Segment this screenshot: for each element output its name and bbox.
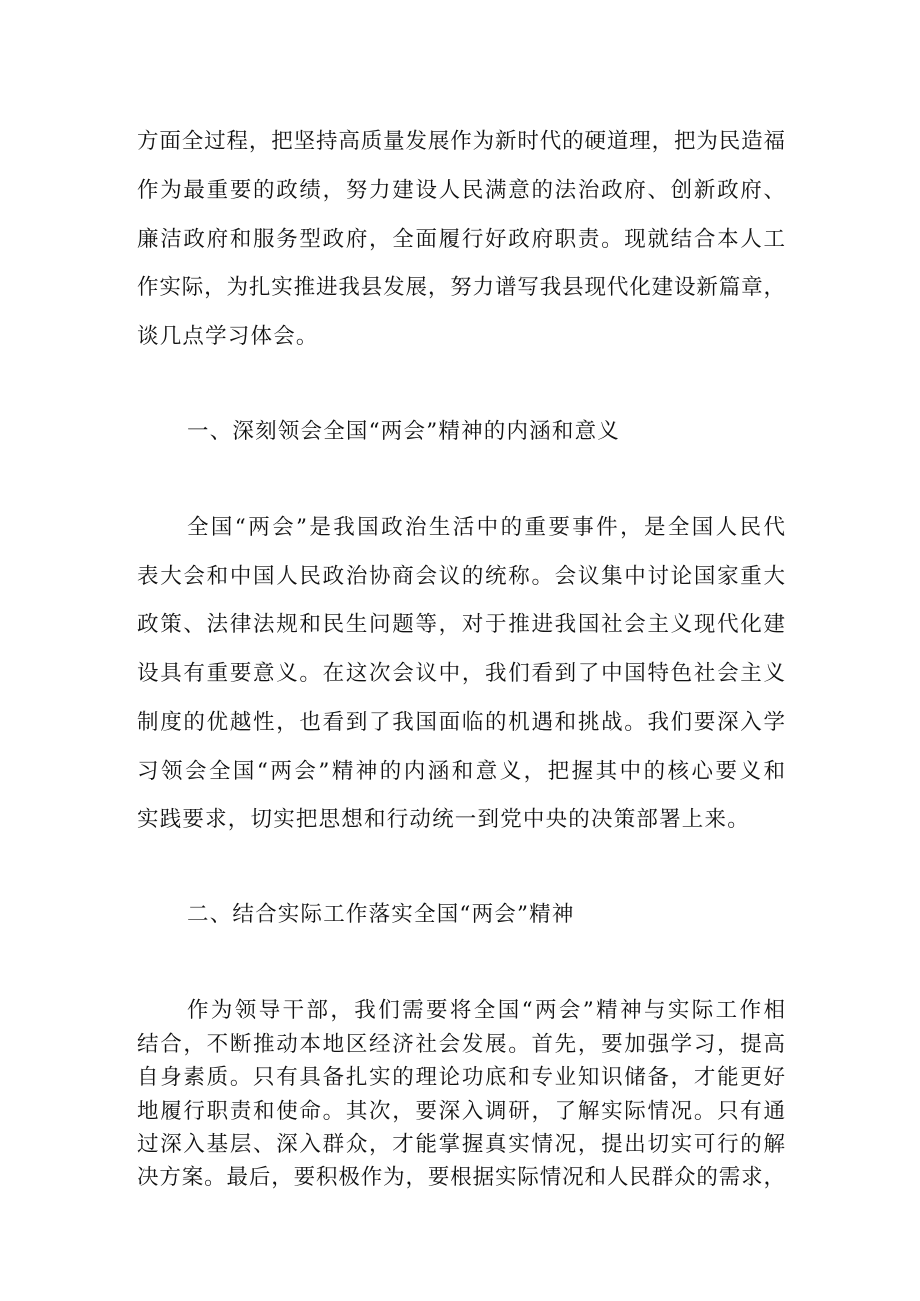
paragraph-line: 作为领导干部，我们需要将全国“两会”精神与实际工作相 <box>187 998 785 1023</box>
paragraph-line: 制度的优越性，也看到了我国面临的机遇和挑战。我们要深入学 <box>137 710 785 735</box>
section-heading: 一、深刻领会全国“两会”精神的内涵和意义 <box>187 419 620 444</box>
paragraph-line: 设具有重要意义。在这次会议中，我们看到了中国特色社会主义 <box>137 661 785 686</box>
paragraph-line: 过深入基层、深入群众，才能掌握真实情况，提出切实可行的解 <box>137 1132 785 1157</box>
paragraph-line: 政策、法律法规和民生问题等，对于推进我国社会主义现代化建 <box>137 612 785 637</box>
paragraph-line: 习领会全国“两会”精神的内涵和意义，把握其中的核心要义和 <box>137 759 785 784</box>
paragraph-line: 方面全过程，把坚持高质量发展作为新时代的硬道理，把为民造福 <box>137 129 785 154</box>
paragraph-line: 全国“两会”是我国政治生活中的重要事件，是全国人民代 <box>187 515 785 540</box>
paragraph-line: 作为最重要的政绩，努力建设人民满意的法治政府、创新政府、 <box>137 178 785 203</box>
paragraph-line: 结合，不断推动本地区经济社会发展。首先，要加强学习，提高 <box>137 1032 785 1057</box>
paragraph-line: 作实际，为扎实推进我县发展，努力谱写我县现代化建设新篇章， <box>137 275 785 300</box>
paragraph-line: 表大会和中国人民政治协商会议的统称。会议集中讨论国家重大 <box>137 564 785 589</box>
paragraph-line: 谈几点学习体会。 <box>137 324 319 349</box>
paragraph-line: 决方案。最后，要积极作为，要根据实际情况和人民群众的需求， <box>137 1165 785 1190</box>
paragraph-line: 实践要求，切实把思想和行动统一到党中央的决策部署上来。 <box>137 807 750 832</box>
paragraph-line: 自身素质。只有具备扎实的理论功底和专业知识储备，才能更好 <box>137 1065 785 1090</box>
section-heading: 二、结合实际工作落实全国“两会”精神 <box>187 902 575 927</box>
paragraph-line: 地履行职责和使命。其次，要深入调研，了解实际情况。只有通 <box>137 1099 785 1124</box>
paragraph-line: 廉洁政府和服务型政府，全面履行好政府职责。现就结合本人工 <box>137 227 785 252</box>
